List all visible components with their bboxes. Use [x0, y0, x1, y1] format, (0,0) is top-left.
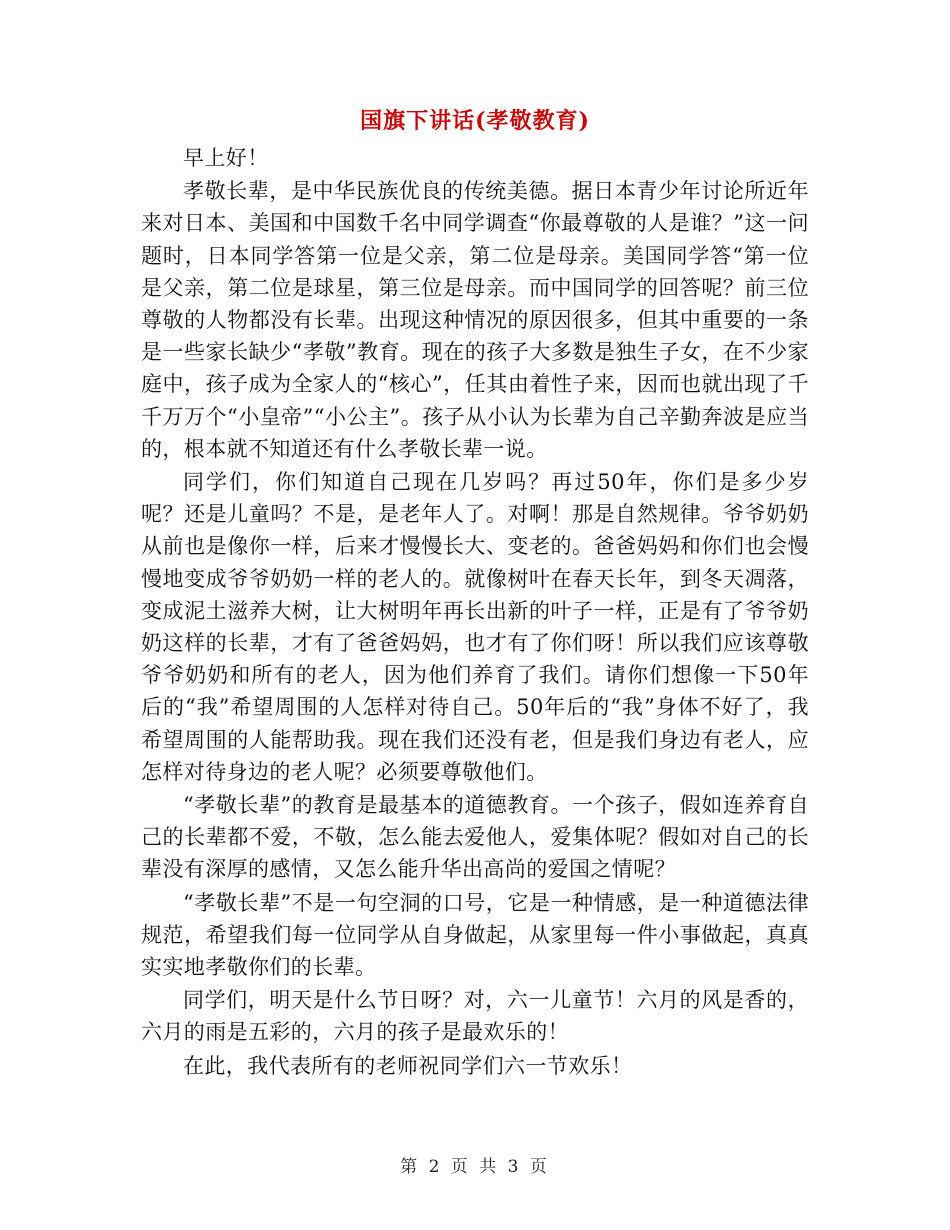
document-body: [141, 142, 809, 1082]
paragraph-1: 孝敬长辈，是中华民族优良的传统美德。据日本青少年讨论所近年来对日本、美国和中国数千名中同学调查“你最尊敬的人是谁？”这一问题时，日本同学答第一位是父亲，第二位是母亲。美国同学答“第一位是父亲，第二位是球星，第三位是母亲。而中国同学的回答呢？前三位尊敬的人物都没有长辈。出现这种情况的原因很多，但其中重要的一条是一些家长缺少“孝敬”教育。现在的孩子大多数是独生子女，在不少家庭中，孩子成为全家人的“核心”，任其由着性子来，因而也就出现了千千万万个“小皇帝”“小公主”。孩子从小认为长辈为自己辛勤奔波是应当的，根本就不知道还有什么孝敬长辈一说。: [141, 179, 809, 461]
paragraph-5: 同学们，明天是什么节日呀？对，六一儿童节！六月的风是香的，六月的雨是五彩的，六月的孩子是最欢乐的！: [141, 988, 809, 1045]
paragraph-4: “孝敬长辈”不是一句空洞的口号，它是一种情感，是一种道德法律规范，希望我们每一位同学从自身做起，从家里每一件小事做起，真真实实地孝敬你们的长辈。: [141, 890, 809, 980]
paragraph-greeting: 早上好！: [183, 146, 269, 170]
paragraph-2: 同学们，你们知道自己现在几岁吗？再过50年，你们是多少岁呢？还是儿童吗？不是，是老年人了。对啊！那是自然规律。爷爷奶奶从前也是像你一样，后来才慢慢长大、变老的。爸爸妈妈和你们也会慢慢地变成爷爷奶奶一样的老人的。就像树叶在春天长年，到冬天凋落，变成泥土滋养大树，让大树明年再长出新的叶子一样，正是有了爷爷奶奶这样的长辈，才有了爸爸妈妈，也才有了你们呀！所以我们应该尊敬爷爷奶奶和所有的老人，因为他们养育了我们。请你们想像一下50年后的“我”希望周围的人怎样对待自己。50年后的“我”身体不好了，我希望周围的人能帮助我。现在我们还没有老，但是我们身边有老人，应怎样对待身边的老人呢？必须要尊敬他们。: [141, 470, 809, 784]
document-title: 国旗下讲话(孝敬教育): [360, 108, 590, 134]
paragraph-6: 在此，我代表所有的老师祝同学们六一节欢乐！: [183, 1053, 633, 1078]
paragraph-3: “孝敬长辈”的教育是最基本的道德教育。一个孩子，假如连养育自己的长辈都不爱，不敬，怎么能去爱他人，爱集体呢？假如对自己的长辈没有深厚的感情，又怎么能升华出高尚的爱国之情呢？: [141, 793, 809, 882]
page-footer: 第 2 页 共 3 页: [400, 1157, 550, 1177]
